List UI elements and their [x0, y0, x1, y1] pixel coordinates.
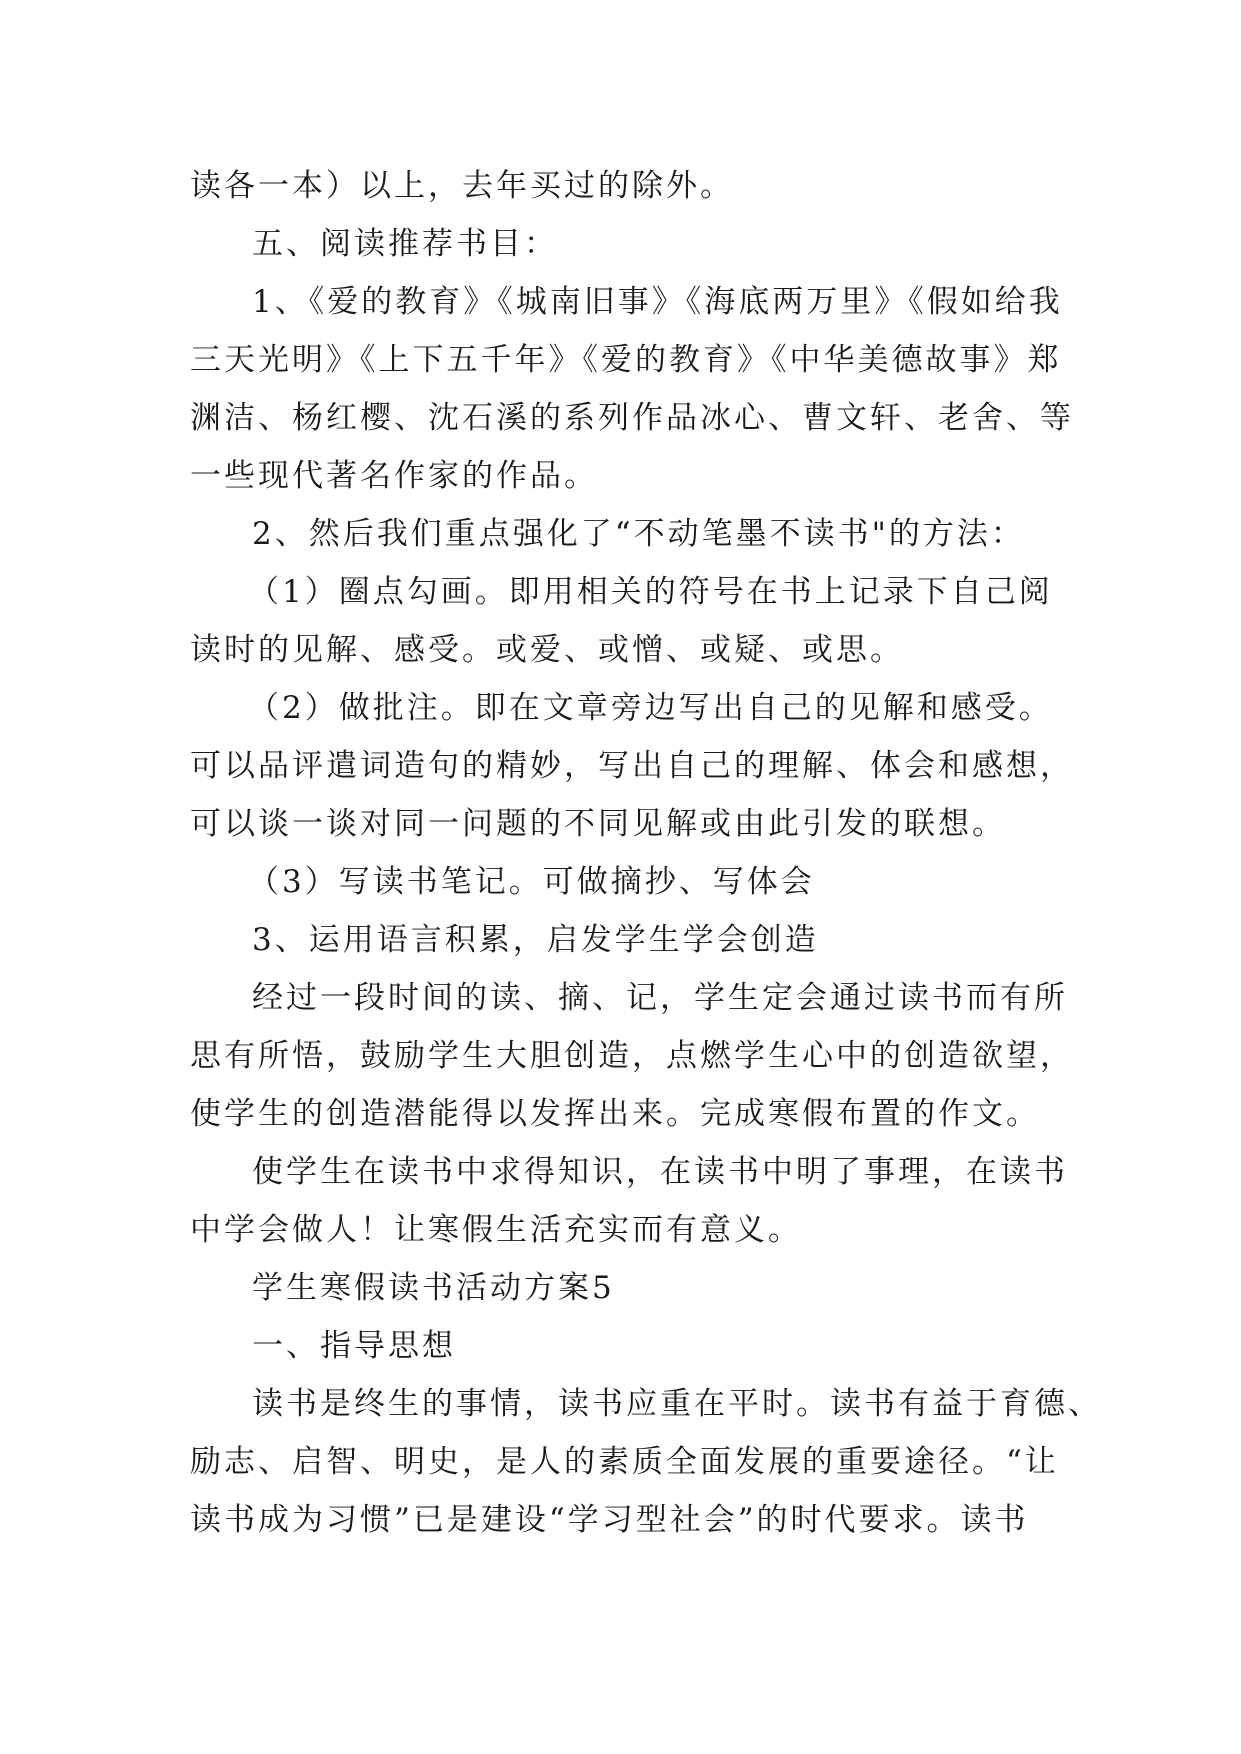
text-line: （2）做批注。即在文章旁边写出自己的见解和感受。 — [248, 690, 1053, 726]
text-line: 读各一本）以上，去年买过的除外。 — [190, 168, 734, 204]
text-line: 使学生的创造潜能得以发挥出来。完成寒假布置的作文。 — [190, 1096, 1040, 1132]
text-line: 读书是终生的事情，读书应重在平时。读书有益于育德、 — [252, 1386, 1102, 1422]
text-line: 可以谈一谈对同一问题的不同见解或由此引发的联想。 — [190, 806, 1006, 842]
text-line: 励志、启智、明史，是人的素质全面发展的重要途径。“让 — [190, 1444, 1059, 1480]
text-line: （1）圈点勾画。即用相关的符号在书上记录下自己阅 — [248, 574, 1053, 610]
text-line: 读书成为习惯”已是建设“学习型社会”的时代要求。读书 — [190, 1502, 1029, 1538]
text-line: 一些现代著名作家的作品。 — [190, 458, 598, 494]
text-line: 可以品评遣词造句的精妙，写出自己的理解、体会和感想， — [190, 748, 1074, 784]
text-line: 思有所悟，鼓励学生大胆创造，点燃学生心中的创造欲望， — [190, 1038, 1074, 1074]
section-heading: 五、阅读推荐书目： — [252, 226, 558, 262]
text-line: 1、《爱的教育》《城南旧事》《海底两万里》《假如给我 — [252, 284, 1063, 320]
text-line: 2、然后我们重点强化了“不动笔墨不读书"的方法： — [252, 516, 1025, 552]
text-line: 3、运用语言积累，启发学生学会创造 — [252, 922, 819, 958]
text-line: 渊洁、杨红樱、沈石溪的系列作品冰心、曹文轩、老舍、等 — [190, 400, 1074, 436]
section-heading: 一、指导思想 — [252, 1328, 456, 1364]
text-line: 使学生在读书中求得知识，在读书中明了事理，在读书 — [252, 1154, 1068, 1190]
text-line: 读时的见解、感受。或爱、或憎、或疑、或思。 — [190, 632, 904, 668]
text-line: 中学会做人！让寒假生活充实而有意义。 — [190, 1212, 802, 1248]
text-line: 经过一段时间的读、摘、记，学生定会通过读书而有所 — [252, 980, 1068, 1016]
text-line: 三天光明》《上下五千年》《爱的教育》《中华美德故事》郑 — [190, 342, 1062, 378]
section-title: 学生寒假读书活动方案5 — [252, 1270, 615, 1306]
text-line: （3）写读书笔记。可做摘抄、写体会 — [248, 864, 815, 900]
